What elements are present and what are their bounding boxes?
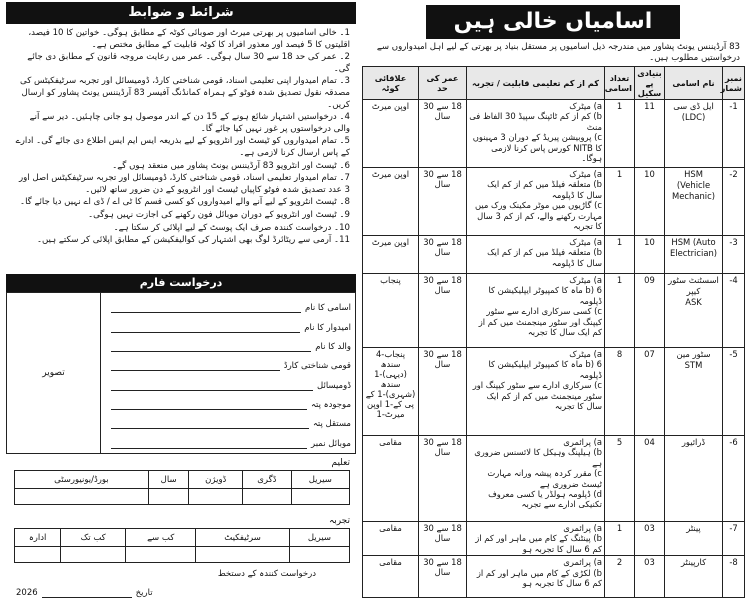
vacancy-serial: 2- [723, 168, 745, 236]
terms-item: 7۔ تمام امیدوار تعلیمی اسناد، قومی شناختی کارڈ، ڈومیسائل اور تجربہ سرٹیفکیٹس اصل اور 3 عدد تصدیق شدہ فوٹو کاپیاں ٹیسٹ اور انٹرویو کے دن ضرور ساتھ لائیں۔ [18, 173, 350, 195]
vacancy-count: 5 [605, 436, 635, 522]
photo-label: تصویر [42, 368, 65, 378]
vacancy-row [363, 100, 745, 168]
vacancy-post-urdu: ایل ڈی سی [673, 101, 714, 111]
qualification-line: b) کم از کم ٹائپنگ سپیڈ 30 الفاظ فی منٹ [469, 111, 602, 132]
form-field-line[interactable] [111, 439, 307, 449]
vacancy-post [665, 556, 723, 598]
vacancy-bps: 09 [635, 274, 665, 348]
qualification-line: b) 6 ماہ کا کمپیوٹر ایپلیکیشن کا ڈپلومہ [488, 359, 602, 380]
qualification-line: b) 6 ماہ کا کمپیوٹر ایپلیکیشن کا ڈپلومہ [488, 285, 602, 306]
vacancy-domicile: اوپن میرٹ [363, 168, 419, 236]
vacancy-post-english: ASK [685, 297, 702, 307]
vacancy-post [665, 522, 723, 556]
header-domicile: علاقائی کوٹہ [363, 67, 419, 100]
vacancy-domicile: اوپن میرٹ [363, 236, 419, 274]
education-header: ڈگری [243, 471, 292, 489]
experience-header: کب تک [61, 529, 126, 547]
qualification-line: a) پرائمری [563, 523, 602, 533]
vacancy-post [665, 274, 723, 348]
form-field-line[interactable] [111, 342, 311, 352]
terms-item: 1۔ خالی اسامیوں پر بھرتی میرٹ اور صوبائی کوٹہ کے مطابق ہوگی۔ خواتین کا 10 فیصد، اقلیتوں کا 5 فیصد اور معذور افراد کا کوٹہ قابلیت کے مطابق مختص ہے۔ [28, 28, 350, 50]
form-field-row [107, 394, 351, 410]
form-field-label: والد کا نام [315, 342, 351, 352]
experience-header: ادارہ [15, 529, 61, 547]
form-field-row [107, 355, 351, 371]
experience-header: کب سے [126, 529, 196, 547]
vacancy-row [363, 348, 745, 436]
vacancy-post-urdu: اسسٹنٹ سٹور کیپر [668, 275, 719, 296]
date-label: تاریخ [135, 588, 153, 598]
vacancy-count: 1 [605, 100, 635, 168]
vacancy-count: 1 [605, 522, 635, 556]
vacancy-post [665, 348, 723, 436]
form-field-line[interactable] [111, 361, 280, 371]
qualification-line: b) پینٹنگ کے کام میں ماہر اور کم از کم 6 سال کا تجربہ ہو [475, 533, 602, 554]
signature-label: درخواست کنندہ کے دستخط [217, 569, 316, 579]
qualification-line: d) ڈپلومہ ہولڈر یا کسی معروف تکنیکی ادارے سے تجربہ [488, 489, 602, 510]
education-header: ڈویژن [189, 471, 243, 489]
terms-item: 9۔ ٹیسٹ اور انٹرویو کے دوران موبائل فون رکھنے کی اجازت نہیں ہوگی۔ [88, 209, 350, 220]
date-field [12, 588, 153, 598]
form-field-label: اسامی کا نام [305, 303, 351, 313]
experience-table [14, 528, 350, 563]
vacancy-header-row [363, 67, 745, 100]
form-field-row [107, 297, 351, 313]
terms-item: 4۔ درخواستیں اشتہار شائع ہونے کے 15 دن کے اندر موصول ہو جانی چاہئیں۔ دیر سے آنے والی درخواستوں پر غور نہیں کیا جائے گا۔ [29, 112, 350, 134]
vacancy-serial: 7- [723, 522, 745, 556]
form-field-label: قومی شناختی کارڈ [283, 361, 351, 371]
qualification-line: a) پرائمری [563, 437, 602, 447]
vacancy-post [665, 436, 723, 522]
qualification-line: b) متعلقہ فیلڈ میں کم از کم ایک سال کا ڈپلومہ [487, 179, 602, 200]
education-table [14, 470, 350, 505]
vacancy-serial: 8- [723, 556, 745, 598]
vacancy-qualification [467, 168, 605, 236]
vacancy-post-english: HSM (Auto Electrician) [669, 237, 718, 258]
vacancy-bps: 07 [635, 348, 665, 436]
form-field-line[interactable] [111, 400, 307, 410]
date-year: 2026 [16, 588, 38, 598]
vacancy-count: 8 [605, 348, 635, 436]
vacancy-domicile: پنجاب-4 سندھ (دیہی)-1 سندھ (شہری)-1 کے پی کے-1 اوپن میرٹ-1 [363, 348, 419, 436]
education-header: بورڈ/یونیورسٹی [15, 471, 149, 489]
vacancies-intro: 83 آرڈیننس یونٹ پشاور میں مندرجہ ذیل اسامیوں پر مستقل بنیاد پر بھرتی کے لیے اہل امیدواروں سے درخواستیں مطلوب ہیں۔ [376, 42, 740, 63]
experience-label: تجربہ [328, 516, 350, 526]
education-header: سیریل [291, 471, 349, 489]
vacancy-domicile: مقامی [363, 522, 419, 556]
terms-item: 3۔ تمام امیدوار اپنی تعلیمی اسناد، قومی شناختی کارڈ، ڈومیسائل اور تجربہ سرٹیفکیٹس کی مصدقہ نقول تصدیق شدہ فوٹو کے ہمراہ کمانڈنگ آفیسر 83 آرڈیننس یونٹ پشاور کو ارسال کریں۔ [20, 76, 350, 110]
vacancy-post [665, 236, 723, 274]
vacancy-qualification [467, 348, 605, 436]
vacancy-bps: 11 [635, 100, 665, 168]
left-column [4, 2, 356, 606]
vacancy-qualification [467, 274, 605, 348]
header-serial: نمبر شمار [723, 67, 745, 100]
qualification-line: b) ہیلپنگ وہیکل کا لائسنس ضروری ہے [474, 447, 602, 468]
vacancy-age: 18 سے 30 سال [419, 436, 467, 522]
form-field-label: موجودہ پتہ [311, 400, 351, 410]
vacancy-qualification [467, 556, 605, 598]
vacancy-age: 18 سے 30 سال [419, 556, 467, 598]
terms-item: 6۔ ٹیسٹ اور انٹرویو 83 آرڈیننس یونٹ پشاور میں منعقد ہوں گے۔ [112, 160, 350, 171]
vacancy-row [363, 522, 745, 556]
qualification-line: c) گاڑیوں میں موٹر مکینک ورک میں مہارت رکھنے والے، کم از کم 3 سال کا تجربہ [474, 200, 602, 232]
terms-item: 5۔ تمام امیدواروں کو ٹیسٹ اور انٹرویو کے لیے بذریعہ ایس ایم ایس اطلاع دی جائے گی۔ ادارے کے پاس ارسال کرنا لازمی ہے۔ [15, 136, 350, 158]
qualification-line: b) لکڑی کے کام میں ماہر اور کم از کم 6 سال کا تجربہ ہو [476, 567, 602, 589]
form-field-row [107, 433, 351, 449]
vacancy-bps: 10 [635, 236, 665, 274]
terms-item: 11۔ آرمی سے ریٹائرڈ لوگ بھی اشتہار کی کوالیفکیشن کے مطابق اپلائی کر سکتے ہیں۔ [36, 235, 350, 246]
education-label: تعلیم [331, 458, 350, 468]
vacancy-post-english: (LDC) [681, 112, 706, 122]
vacancy-domicile: مقامی [363, 556, 419, 598]
header-qualification: کم از کم تعلیمی قابلیت / تجربہ [467, 67, 605, 100]
vacancy-age: 18 سے 30 سال [419, 274, 467, 348]
qualification-line: c) مقرر کردہ پیشہ ورانہ مہارت ٹیسٹ ضروری ہے [487, 468, 602, 489]
form-field-line[interactable] [111, 323, 300, 333]
qualification-line: a) میٹرک [569, 237, 602, 247]
vacancy-serial: 4- [723, 274, 745, 348]
header-age: عمر کی حد [419, 67, 467, 100]
photo-box [7, 293, 101, 453]
terms-title: شرائط و ضوابط [6, 2, 356, 24]
terms-list [6, 26, 356, 266]
experience-header: سرٹیفکیٹ [196, 529, 290, 547]
vacancy-table [362, 66, 745, 598]
qualification-line: c) سرکاری ادارے سے سٹور کیپنگ اور سٹور مینجمنٹ میں کم از کم ایک سال کا تجربہ [472, 380, 602, 412]
date-line [42, 588, 132, 598]
header-bps: بنیادی پے سکیل [635, 67, 665, 100]
signature-block [6, 568, 356, 604]
vacancy-serial: 6- [723, 436, 745, 522]
vacancy-qualification [467, 236, 605, 274]
qualification-line: c) کسی سرکاری ادارے سے سٹور کیپنگ اور سٹور مینجمنٹ میں کم از کم ایک سال کا تجربہ [478, 306, 602, 338]
vacancy-count: 1 [605, 236, 635, 274]
vacancy-serial: 5- [723, 348, 745, 436]
vacancy-age: 18 سے 30 سال [419, 168, 467, 236]
terms-item: 2۔ عمر کی حد 18 سے 30 سال ہوگی۔ عمر میں رعایت مروجہ قانون کے مطابق دی جائے گی۔ [27, 52, 350, 74]
vacancy-post [665, 100, 723, 168]
vacancies-title: اسامیاں خالی ہیں [426, 5, 680, 39]
qualification-line: a) میٹرک [569, 349, 602, 359]
vacancy-post-english: STM [684, 360, 703, 370]
form-field-label: موبائل نمبر [311, 439, 351, 449]
vacancy-age: 18 سے 30 سال [419, 348, 467, 436]
vacancy-qualification [467, 436, 605, 522]
application-form [6, 292, 356, 454]
form-field-label: مستقل پتہ [312, 419, 351, 429]
vacancy-count: 1 [605, 168, 635, 236]
vacancy-row [363, 168, 745, 236]
form-field-line[interactable] [111, 381, 313, 391]
vacancy-count: 2 [605, 556, 635, 598]
vacancy-domicile: پنجاب [363, 274, 419, 348]
vacancy-serial: 1- [723, 100, 745, 168]
form-field-line[interactable] [111, 303, 301, 313]
qualification-line: a) پرائمری [563, 557, 602, 568]
header-post: نام اسامی [665, 67, 723, 100]
form-field-line[interactable] [111, 419, 309, 429]
vacancy-age: 18 سے 30 سال [419, 522, 467, 556]
form-field-row [107, 375, 351, 391]
right-column [362, 2, 744, 606]
vacancy-bps: 04 [635, 436, 665, 522]
form-field-row [107, 317, 351, 333]
vacancy-count: 1 [605, 274, 635, 348]
experience-header: سیریل [289, 529, 349, 547]
vacancy-post-urdu: ڈرائیور [681, 437, 706, 447]
vacancy-age: 18 سے 30 سال [419, 100, 467, 168]
form-field-row [107, 413, 351, 429]
form-title: درخواست فارم [6, 274, 356, 292]
vacancy-bps: 10 [635, 168, 665, 236]
form-field-row [107, 336, 351, 352]
vacancy-qualification [467, 522, 605, 556]
vacancy-age: 18 سے 30 سال [419, 236, 467, 274]
vacancy-post-urdu: کارپینٹر [680, 557, 707, 568]
terms-item: 8۔ ٹیسٹ انٹرویو کے لیے آنے والے امیدواروں کو کسی قسم کا ٹی اے / ڈی اے نہیں دیا جائے گا۔ [20, 197, 350, 208]
vacancy-bps: 03 [635, 556, 665, 598]
terms-item: 10۔ درخواست کنندہ صرف ایک پوسٹ کے لیے اپلائی کر سکتا ہے۔ [113, 222, 350, 233]
qualification-line: c) پروبیشن پیریڈ کے دوران 3 مہینوں کا NITB کورس پاس کرنا لازمی ہوگا۔ [472, 132, 602, 164]
qualification-line: a) میٹرک [569, 169, 602, 179]
vacancy-qualification [467, 100, 605, 168]
qualification-line: a) میٹرک [569, 101, 602, 111]
vacancy-domicile: مقامی [363, 436, 419, 522]
qualification-line: b) متعلقہ فیلڈ میں کم از کم ایک سال کا ڈپلومہ [487, 247, 602, 268]
vacancy-post-urdu: سٹور مین [676, 349, 711, 359]
vacancy-row [363, 274, 745, 348]
vacancy-row [363, 436, 745, 522]
vacancy-serial: 3- [723, 236, 745, 274]
form-field-label: ڈومیسائل [317, 381, 351, 391]
vacancy-post [665, 168, 723, 236]
education-header: سال [148, 471, 189, 489]
vacancy-bps: 03 [635, 522, 665, 556]
qualification-line: a) میٹرک [569, 275, 602, 285]
vacancy-post-urdu: پینٹر [686, 523, 701, 533]
form-field-label: امیدوار کا نام [304, 323, 351, 333]
vacancy-row [363, 236, 745, 274]
vacancy-post-english: HSM (Vehicle Mechanic) [672, 169, 715, 201]
vacancy-domicile: اوپن میرٹ [363, 100, 419, 168]
vacancy-row [363, 556, 745, 598]
header-count: تعداد اسامی [605, 67, 635, 100]
